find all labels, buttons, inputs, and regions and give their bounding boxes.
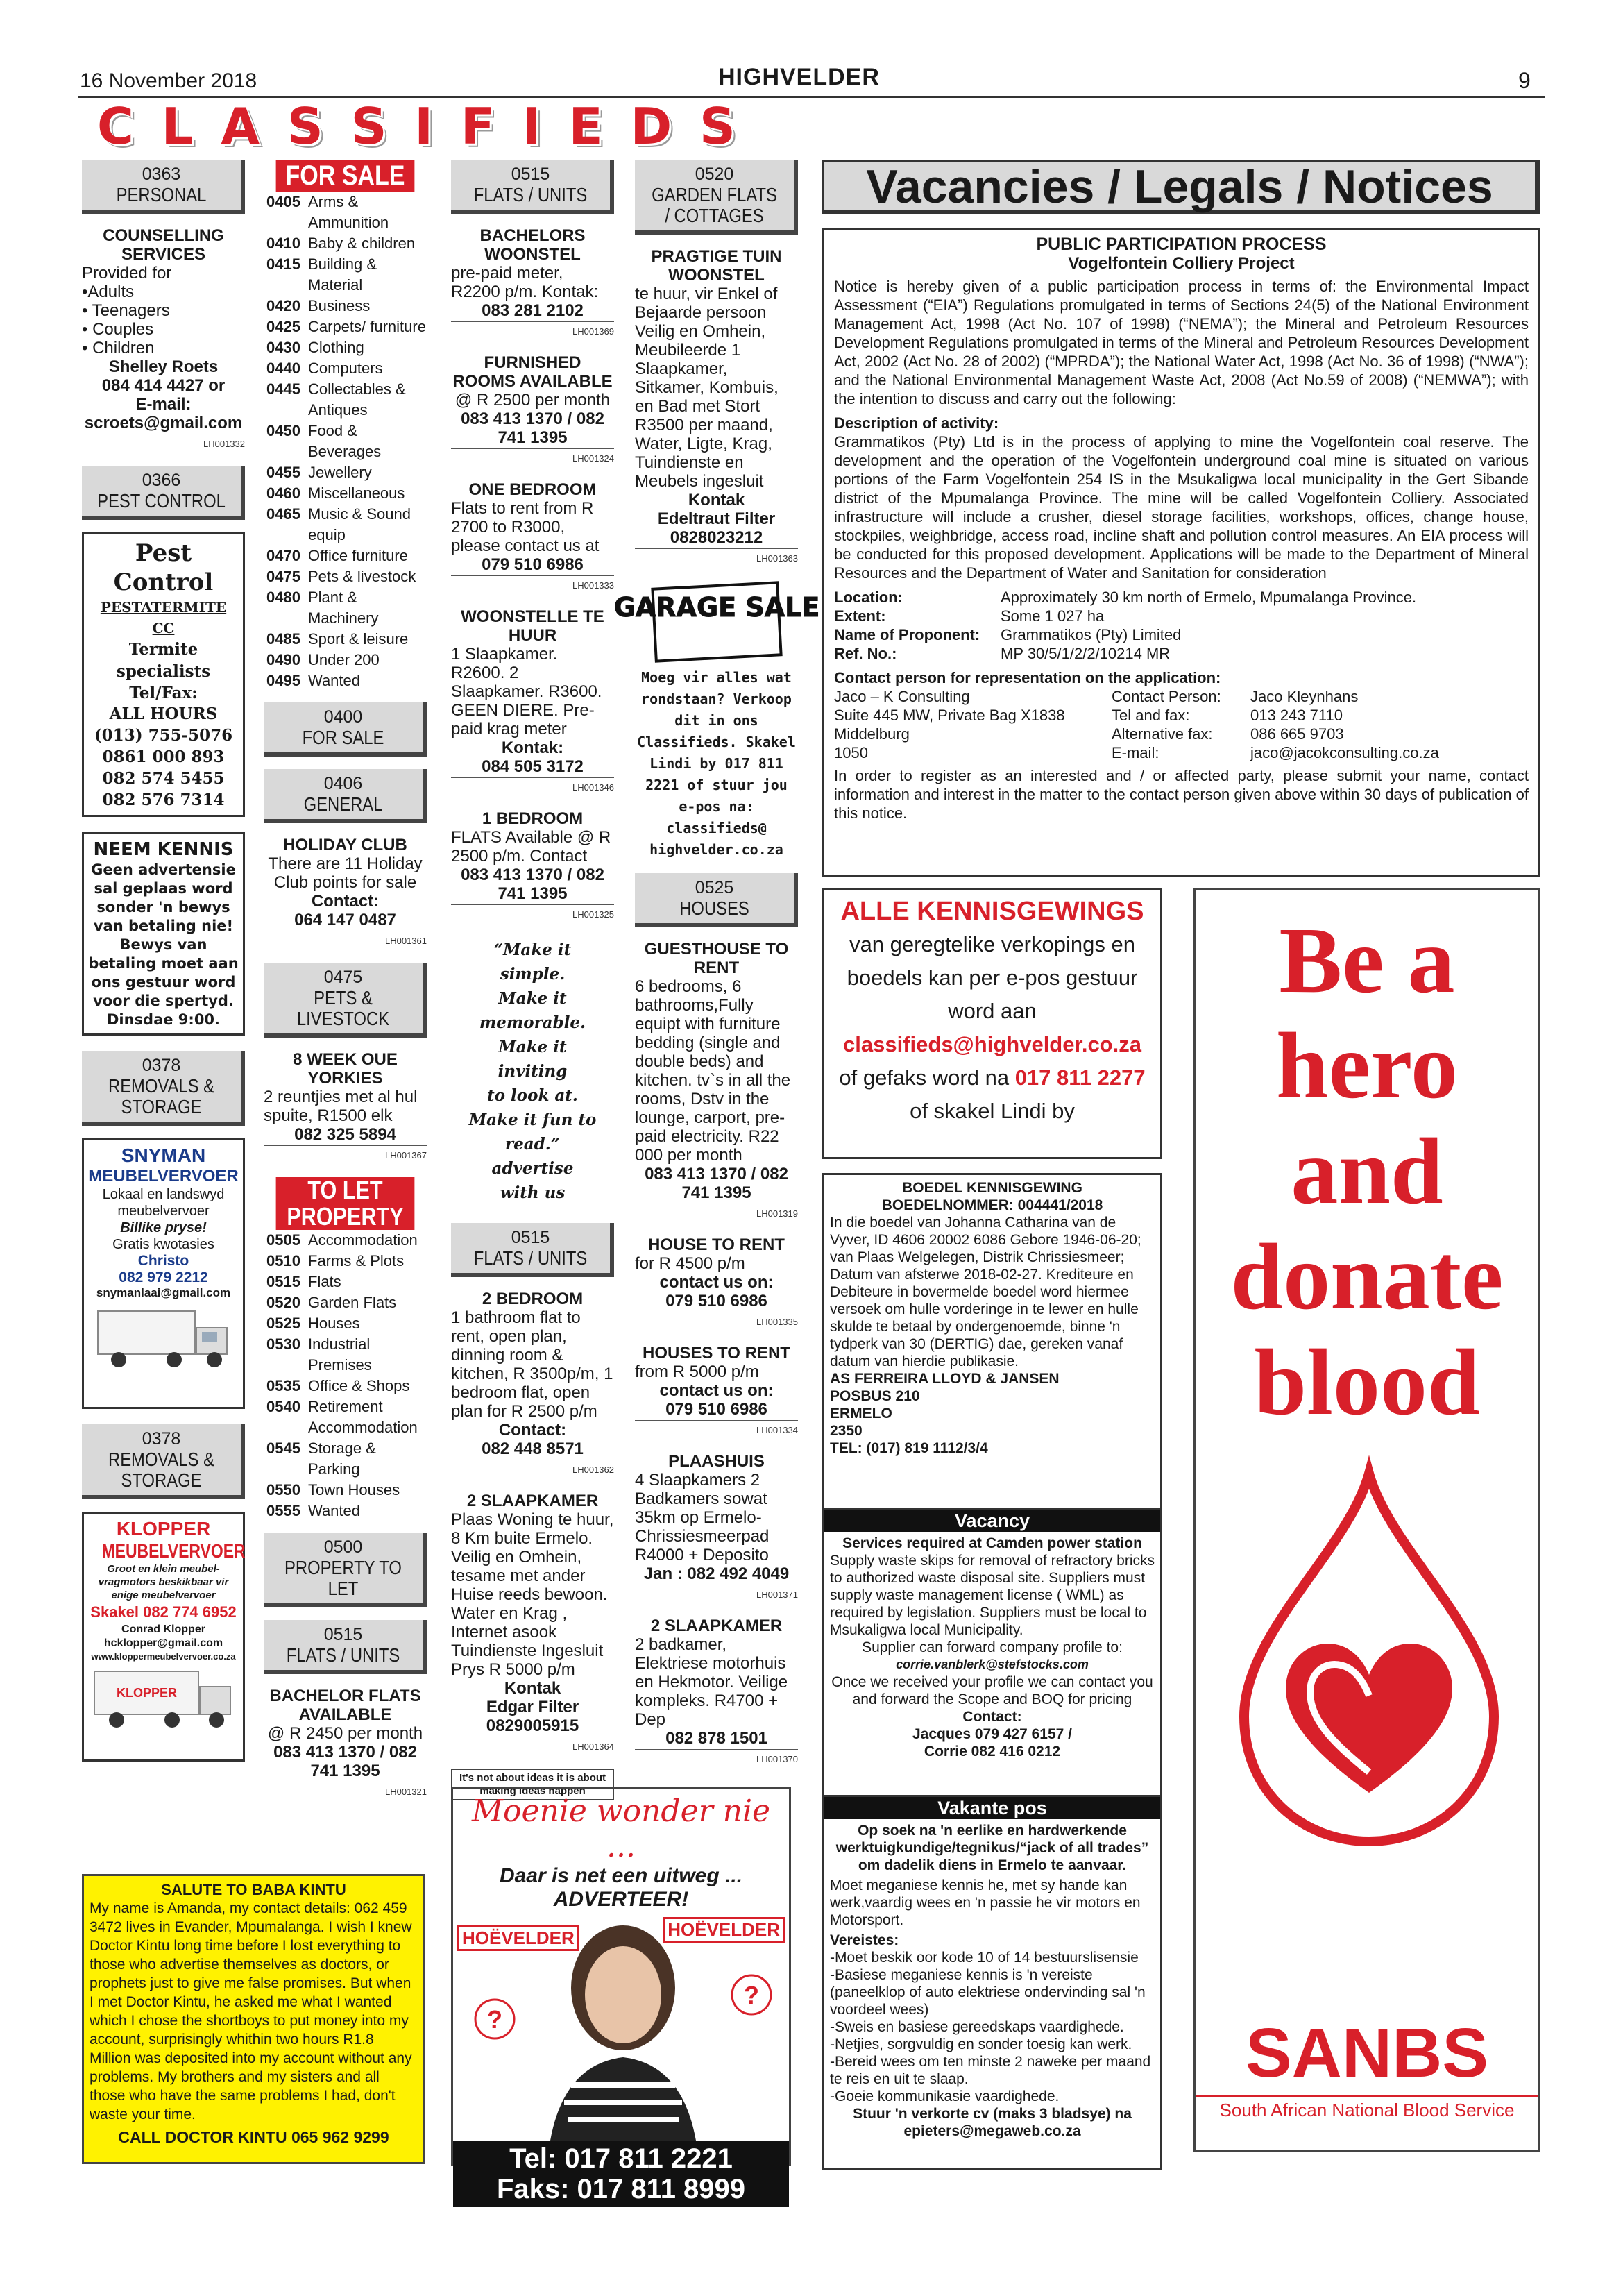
- category-pets: 0475 PETS & LIVESTOCK: [264, 963, 427, 1038]
- ad-bachelor-flats: BACHELOR FLATS AVAILABLE @ R 2450 per month 083 413 1370 / 082 741 1395 LH001321: [264, 1687, 427, 1801]
- category-houses: 0525 HOUSES: [635, 873, 798, 927]
- index-item: 0415 Building & Material: [266, 255, 377, 294]
- blood-drop-heart-icon: [1223, 1467, 1515, 1855]
- index-item: 0410 Baby & children: [266, 235, 416, 252]
- svg-text:?: ?: [487, 2005, 502, 2034]
- quote-make-it-simple: “Make it simple. Make it memorable. Make it inviting to look at. Make it fun to read.” advertise with us: [468, 940, 597, 1202]
- index-item: 0460 Miscellaneous: [266, 484, 405, 502]
- notice-alle-kennisgewings: ALLE KENNISGEWINGS van geregtelike verkopings en boedels kan per e-pos gestuur word aan classifieds@highvelder.co.za of gefaks word na 017 811 2277 of skakel Lindi by: [822, 888, 1162, 1159]
- ad-counselling: COUNSELLING SERVICES Provided for •Adults • Teenagers • Couples • Children Shelley Roets 084 414 4427 or E-mail: scroets@gmail.com LH001332: [82, 226, 245, 453]
- truck-icon: [89, 1666, 238, 1732]
- notice-public-participation: PUBLIC PARTICIPATION PROCESS Vogelfontein Colliery Project Notice is hereby given of a public participation process in terms of: the Environmental Impact Assessment (“EIA”) Regulations promulgated in terms of Sections 24(5) of the National Environment Management Act, 1998 (Act No. 107 of 1998) (“NEMA”); the Mineral and Petroleum Resources Development Regulations promulgated in terms of the Mineral and Petroleum Resources Development Act, 2002 (Act No. 28 of 2002) (“MPRDA”); the National Water Act, 1998 (Act No. 36 of 1998) (“NWA”); and the National Environmental Management Waste Act, 2008 (Act No.59 of 2008) (“NEMWA”); with the intention to discuss and carry out the following: Description of activity: Grammatikos (Pty) Ltd is in the process of applying to mine the Vogelfontein coal reserve. The development and the operation of the Vogelfontein underground coal mine is situated on various portions of the Farm Vogelfontein 254 IS in the Msukaligwa local municipality in the Gert Sibande district of the Mpumalanga Province. The mine will be called Vogelfontein Colliery. Associated infrastructure will include a crusher, diesel storage facilities, workshops, offices, change house, stockpiles, weighbridge, access road, incline shaft and pollution control measures. An EIA process will be conducted for this proposed development. Applications will be made to the Department of Mineral Resources and the Department of Water and Sanitation for consideration Location: Approximately 30 km north of Ermelo, Mpumalanga Province. Extent: Some 1 027 ha Name of Proponent: Grammatikos (Pty) Limited Ref. No.: MP 30/5/1/2/2/10214 MR Contact person for representation on the application: Jaco – K Consulting Contact Person: Jaco Kleynhans Suite 445 MW, Private Bag X1838 Tel and fax: 013 243 7110 Middelburg Alternative fax: 086 665 9703 1050 E-mail: jaco@jacokconsulting.co.za In order to register as an interested and / or affected party, please submit your name, contact information and interest in the matter to the contact person given above within 30 days of publication of this notice.: [822, 228, 1540, 877]
- column-2: [264, 160, 427, 1814]
- category-flats-units: 0515 FLATS / UNITS: [264, 1620, 427, 1674]
- notice-boedel: BOEDEL KENNISGEWING BOEDELNOMMER: 004441/2018 In die boedel van Johanna Catharina van de Vyver, ID 4606 20002 6086 Gebore 1946-06-20; van Plaas Welgelegen, Distrik Chrissiesmeer; Datum van afsterwe 2018-02-27. Krediteure en Debiteure in bovermelde boedel word hiermee versoek om hulle vorderinge in te lewer en hulle skulde te betaal by ondergenoemde, binne 'n tydperk van 30 (DERTIG) dae, gereken vanaf datum van hierdie publikasie. AS FERREIRA LLOYD & JANSEN POSBUS 210 ERMELO 2350 TEL: (017) 819 1112/3/4: [822, 1173, 1162, 1513]
- category-property-to-let: 0500 PROPERTY TO LET: [264, 1533, 427, 1607]
- notice-neem-kennis: NEEM KENNIS Geen advertensie sal geplaas word sonder 'n bewys van betaling nie! Bewys van betaling moet aan ons gestuur word voor die spertyd. Dinsdae 9:00.: [82, 832, 245, 1036]
- index-item: 0445 Collectables & Antiques: [266, 380, 406, 419]
- index-item: 0535 Office & Shops: [266, 1377, 410, 1394]
- index-item: 0470 Office furniture: [266, 547, 408, 564]
- ad-furnished-rooms: FURNISHED ROOMS AVAILABLE @ R 2500 per month 083 413 1370 / 082 741 1395 LH001324: [451, 353, 614, 468]
- section-title-classifieds: C L A S S I F I E D S: [97, 97, 736, 155]
- page-number: 9: [1518, 68, 1531, 93]
- ad-yorkies: 8 WEEK OUE YORKIES 2 reuntjies met al hul spuite, R1500 elk 082 325 5894 LH001367: [264, 1050, 427, 1165]
- index-item: 0430 Clothing: [266, 339, 364, 356]
- category-personal: 0363 PERSONAL: [82, 160, 245, 214]
- ad-garage-sale: GARAGE SALE Moeg vir alles wat rondstaan? Verkoop dit in ons Classifieds. Skakel Lindi by 017 811 2221 of stuur jou e-pos na: classifieds@ highvelder.co.za: [635, 580, 798, 861]
- ad-one-bedroom: ONE BEDROOM Flats to rent from R 2700 to R3000, please contact us at 079 510 6986 LH001333: [451, 480, 614, 595]
- ad-houses-to-rent: HOUSES TO RENT from R 5000 p/m contact us on: 079 510 6986 LH001334: [635, 1344, 798, 1440]
- ad-1-bedroom: 1 BEDROOM FLATS Available @ R 2500 p/m. Contact 083 413 1370 / 082 741 1395 LH001325: [451, 809, 614, 924]
- index-item: 0505 Accommodation: [266, 1231, 418, 1249]
- ad-woonstelle: WOONSTELLE TE HUUR 1 Slaapkamer. R2600. 2 Slaapkamer. R3600. GEEN DIERE. Pre-paid krag meter Kontak: 084 505 3172 LH001346: [451, 607, 614, 797]
- index-item: 0555 Wanted: [266, 1502, 361, 1519]
- tagline-ideas: It's not about ideas it is about making ideas happen: [451, 1769, 614, 1800]
- ad-moenie-wonder-nie: Moenie wonder nie ... Daar is net een uitweg ... ADVERTEER! HOËVELDER HOËVELDER ? ? Tel: 017 811 2221 Faks: 017 811 8999: [451, 1787, 791, 2166]
- to-let-index: [264, 1230, 427, 1521]
- ad-klopper: KLOPPER MEUBELVERVOER Groot en klein meubel-vragmotors beskikbaar vir enige meubelvervoer Skakel 082 774 6952 Conrad Klopper hcklopper@gmail.com www.kloppermeubelvervoer.co.za KLOPPER: [82, 1512, 245, 1762]
- ad-holiday-club: HOLIDAY CLUB There are 11 Holiday Club points for sale Contact: 064 147 0487 LH001361: [264, 836, 427, 950]
- issue-date: 16 November 2018: [80, 69, 257, 92]
- ad-snyman: SNYMAN MEUBELVERVOER Lokaal en landswyd meubelvervoer Billike pryse! Gratis kwotasies Christo 082 979 2212 snymanlaai@gmail.com: [82, 1138, 245, 1409]
- truck-icon: [91, 1304, 237, 1374]
- advert-logo-right: HOËVELDER: [663, 1917, 785, 1943]
- index-item: 0480 Plant & Machinery: [266, 589, 379, 627]
- index-item: 0490 Under 200: [266, 651, 380, 668]
- index-item: 0440 Computers: [266, 360, 383, 377]
- category-removals-1: 0378 REMOVALS & STORAGE: [82, 1051, 245, 1126]
- index-item: 0475 Pets & livestock: [266, 568, 416, 585]
- category-general: 0406 GENERAL: [264, 769, 427, 823]
- advert-contact: Tel: 017 811 2221 Faks: 017 811 8999: [453, 2141, 789, 2207]
- ad-house-to-rent: HOUSE TO RENT for R 4500 p/m contact us on: 079 510 6986 LH001335: [635, 1235, 798, 1331]
- notice-vakante-pos: Vakante pos Op soek na 'n eerlike en hardwerkende werktuigkundige/tegnikus/“jack of all trades” om dadelik diens in Ermelo te aanvaar. Moet meganiese kennis he, met sy hande kan werk,vaardig wees en 'n passie he vir motors en Motorsport. Vereistes: -Moet beskik oor kode 10 of 14 bestuurslisensie -Basiese meganiese kennis is 'n vereiste (paneelklop of auto elektriese ondervinding sal 'n voordeel wees) -Sweis en basiese gereedskaps vaardighede. -Netjies, sorgvuldig en sonder toesig kan werk. -Bereid wees om ten minste 2 naweke per maand te reis en uit te slaap. -Goeie kommunikasie vaardighede. Stuur 'n verkorte cv (maks 3 bladsye) na epieters@megaweb.co.za: [822, 1795, 1162, 2170]
- category-flats-units: 0515 FLATS / UNITS: [451, 160, 614, 214]
- advert-logo-left: HOËVELDER: [457, 1925, 579, 1951]
- column-1: [82, 160, 245, 1762]
- index-item: 0485 Sport & leisure: [266, 630, 409, 648]
- index-item: 0420 Business: [266, 297, 371, 314]
- advert-illustration: [453, 1911, 789, 2141]
- ad-donate-blood: Be a hero and donate blood SANBS South African National Blood Service: [1193, 888, 1540, 2152]
- index-item: 0510 Farms & Plots: [266, 1252, 405, 1269]
- index-item: 0530 Industrial Premises: [266, 1335, 372, 1374]
- index-item: 0525 Houses: [266, 1315, 360, 1332]
- for-sale-heading: FOR SALE: [276, 160, 415, 192]
- ad-2-slaapkamer-house: 2 SLAAPKAMER 2 badkamer, Elektriese motorhuis en Hekmotor. Veilige kompleks. R4700 + Dep 082 878 1501 LH001370: [635, 1617, 798, 1769]
- index-item: 0405 Arms & Ammunition: [266, 193, 389, 231]
- index-item: 0540 Retirement Accommodation: [266, 1398, 418, 1436]
- sanbs-logo: SANBS: [1245, 2014, 1489, 2092]
- index-item: 0515 Flats: [266, 1273, 341, 1290]
- ad-plaashuis: PLAASHUIS 4 Slaapkamers 2 Badkamers sowat 35km op Ermelo-Chrissiesmeerpad R4000 + Deposito Jan : 082 492 4049 LH001371: [635, 1452, 798, 1604]
- garage-sale-icon: [613, 580, 819, 664]
- ad-2-slaapkamer: 2 SLAAPKAMER Plaas Woning te huur, 8 Km buite Ermelo. Veilig en Omhein, tesame met ander Huise reeds bewoon. Water en Krag , Internet asook Tuindienste Ingesluit Prys R 5000 p/m Kontak Edgar Filter 0829005915 LH001364: [451, 1492, 614, 1756]
- index-item: 0520 Garden Flats: [266, 1294, 397, 1311]
- index-item: 0545 Storage & Parking: [266, 1440, 376, 1478]
- svg-text:?: ?: [744, 1981, 759, 2009]
- svg-text:KLOPPER: KLOPPER: [117, 1686, 178, 1700]
- category-removals-2: 0378 REMOVALS & STORAGE: [82, 1424, 245, 1499]
- index-item: 0455 Jewellery: [266, 464, 372, 481]
- index-item: 0425 Carpets/ furniture: [266, 318, 426, 335]
- for-sale-index: [264, 192, 427, 691]
- ad-pragtige-tuin: PRAGTIGE TUIN WOONSTEL te huur, vir Enkel of Bejaarde persoon Veilig en Omhein, Meubileerde 1 Slaapkamer, Sitkamer, Kombuis, en Bad met Stort R3500 per maand, Water, Ligte, Krag, Tuindienste en Meubels ingesluit Kontak Edeltraut Filter 0828023212 LH001363: [635, 247, 798, 568]
- ad-bachelors-woonstel: BACHELORS WOONSTEL pre-paid meter, R2200 p/m. Kontak: 083 281 2102 LH001369: [451, 226, 614, 341]
- index-item: 0465 Music & Sound equip: [266, 505, 411, 543]
- category-flats-units-2: 0515 FLATS / UNITS: [451, 1223, 614, 1277]
- notice-vacancy: Vacancy Services required at Camden power station Supply waste skips for removal of refractory bricks to authorized waste disposal site. Suppliers must supply waste management license ( WML) as required by legislation. Suppliers must be local to Msukaligwa local Municipality. Supplier can forward company profile to: corrie.vanblerk@stefstocks.com Once we received your profile we can contact you and forward the Scope and BOQ for pricing Contact: Jacques 079 427 6157 / Corrie 082 416 0212: [822, 1508, 1162, 1803]
- index-item: 0450 Food & Beverages: [266, 422, 382, 460]
- ad-guesthouse: GUESTHOUSE TO RENT 6 bedrooms, 6 bathrooms,Fully equipt with furniture bedding (single and double beds) and kitchen. tv`s in all the rooms, Dstv in the lounge, carport, pre-paid electricity. R22 000 per month 083 413 1370 / 082 741 1395 LH001319: [635, 940, 798, 1223]
- category-pest-control: 0366 PEST CONTROL: [82, 466, 245, 520]
- category-for-sale: 0400 FOR SALE: [264, 702, 427, 757]
- svg-text:GARAGE SALE: GARAGE SALE: [613, 592, 819, 623]
- to-let-heading: TO LET PROPERTY: [276, 1177, 415, 1230]
- ad-pest-control: Pest Control PESTATERMITE CC Termite specialists Tel/Fax: ALL HOURS (013) 755-5076 0861 000 893 082 574 5455 082 576 7314: [82, 532, 245, 817]
- column-3: [451, 160, 614, 1800]
- column-4: [613, 160, 819, 1781]
- ad-2-bedroom: 2 BEDROOM 1 bathroom flat to rent, open plan, dinning room & kitchen, R 3500p/m, 1 bedroom flat, open plan for R 2500 p/m Contact: 082 448 8571 LH001362: [451, 1290, 614, 1479]
- category-garden-flats: 0520 GARDEN FLATS / COTTAGES: [635, 160, 798, 235]
- blood-headline: Be a hero and donate blood: [1230, 909, 1504, 1435]
- index-item: 0495 Wanted: [266, 672, 361, 689]
- paper-name: HIGHVELDER: [718, 64, 880, 90]
- ad-salute-baba-kintu: SALUTE TO BABA KINTU My name is Amanda, my contact details: 062 459 3472 lives in Evander, Mpumalanga. I wish I knew Doctor Kintu long time before I lost everything to those who advertise themselves as doctors, or prophets just to give me false promises. But when I met Doctor Kintu, he asked me what I wanted which I chose the shortboys to put money into my account, surprisingly whithin two hours R1.8 Million was deposited into my account without any problems. My brothers and my sisters and all those who have the same problems I had, don't waste your time. CALL DOCTOR KINTU 065 962 9299: [82, 1874, 425, 2164]
- vacancies-legals-notices-heading: Vacancies / Legals / Notices: [822, 160, 1540, 214]
- confused-woman-icon: [453, 1911, 793, 2141]
- index-item: 0550 Town Houses: [266, 1481, 400, 1499]
